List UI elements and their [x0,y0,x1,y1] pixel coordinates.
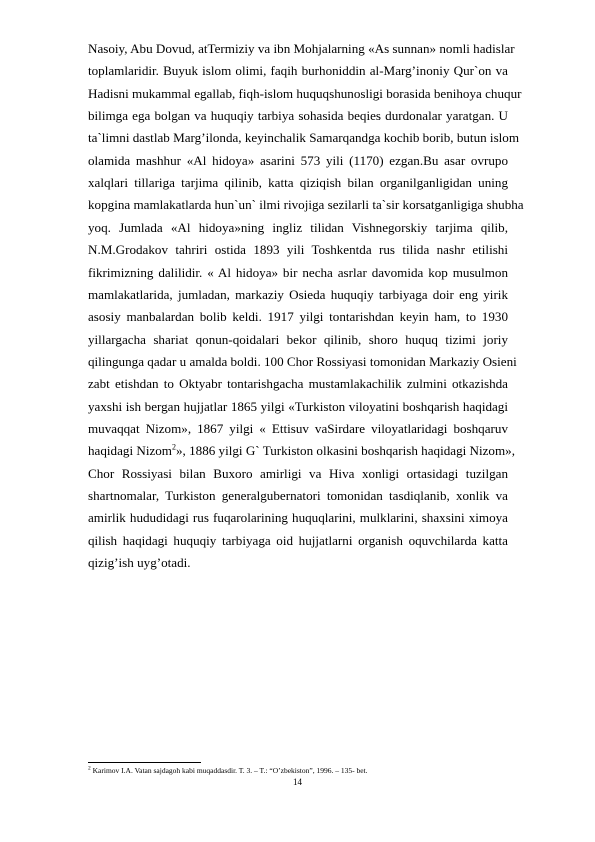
text-line: Nasoiy, Abu Dovud, atTermiziy va ibn Mohjalarning «As sunnan» nomli hadislar [88,41,515,56]
text-line: olamida mashhur «Al hidoya» asarini 573 yili (1170) ezgan.Bu asar ovrupo [88,152,508,168]
text-segment: haqidagi Nizom [88,443,172,459]
text-line: xalqlari tillariga tarjima qilinib, katta qiziqish bilan organilganligidan uning [88,175,508,191]
text-line: ta`limni dastlab Marg’ilonda, keyinchalik Samarqandga kochib borib, butun islom [88,130,520,146]
page-number: 14 [293,777,302,787]
text-line: zabt etishdan to Oktyabr tontarishgacha mustamlakachilik zulmini otkazishda [88,376,508,392]
text-line: fikrimizning dalilidir. « Al hidoya» bir necha asrlar davomida kop musulmon [88,264,508,280]
text-line: qizig’ish uyg’otadi. [88,555,191,571]
text-line: kopgina mamlakatlarda hun`un` ilmi rivojiga sezilarli ta`sir korsatganligiga shubha [88,197,524,213]
text-line: bilimga ega bolgan va huquqiy tarbiya sohasida beqies durdonalar yaratgan. U [88,108,508,124]
text-line: yoq. Jumlada «Al hidoya»ning ingliz tilidan Vishnegorskiy tarjima qilib, [88,219,508,235]
text-line: mamlakatlarida, jumladan, markaziy Osieda huquqiy tarbiyaga doir eng yirik [88,286,508,302]
footnote-reference: 2 [172,442,176,452]
footnote [88,766,368,776]
footnote-separator [88,762,201,763]
text-line: yillargacha shariat qonun-qoidalari bekor qilinib, shoro huquq tizimi joriy [88,331,508,347]
text-line: qilish haqidagi huquqiy tarbiyaga oid hujjatlarni organish oquvchilarda katta [88,532,508,548]
text-line: shartnomalar, Turkiston generalgubernatori tomonidan tasdiqlanib, xonlik va [88,488,508,503]
text-line: asosiy manbalardan bolib keldi. 1917 yilgi tontarishdan keyin ham, to 1930 [88,309,508,325]
text-line: muvaqqat Nizom», 1867 yilgi « Ettisuv vaSirdare viloyatlaridagi boshqaruv [88,420,508,436]
text-line: Chor Rossiyasi bilan Buxoro amirligi va Hiva xonligi ortasidagi tuzilgan [88,465,508,481]
text-line: N.M.Grodakov tahriri ostida 1893 yili Toshkentda rus tilida nashr etilishi [88,242,508,258]
text-line: qilingunga qadar u amalda boldi. 100 Chor Rossiyasi tomonidan Markaziy Osieni [88,353,517,369]
text-line: yaxshi ish bergan hujjatlar 1865 yilgi «Turkiston viloyatini boshqarish haqidagi [88,398,508,414]
text-line: amirlik hududidagi rus fuqarolarining huquqlarini, mulklarini, shaxsini ximoya [88,510,508,526]
text-line: Hadisni mukammal egallab, fiqh-islom huquqshunosligi borasida benihoya chuqur [88,85,522,101]
text-line [88,442,515,459]
text-line: toplamlaridir. Buyuk islom olimi, faqih burhoniddin al-Marg’inoniy Qur`on va [88,63,508,79]
footnote-marker: 2 [88,765,91,772]
text-segment: », 1886 yilgi G` Turkiston olkasini boshqarish haqidagi Nizom», [176,443,515,459]
footnote-text: Karimov I.A. Vatan sajdagoh kabi muqaddasdir. T. 3. – T.: “O’zbekiston”, 1996. – 135- bet. [90,766,368,775]
